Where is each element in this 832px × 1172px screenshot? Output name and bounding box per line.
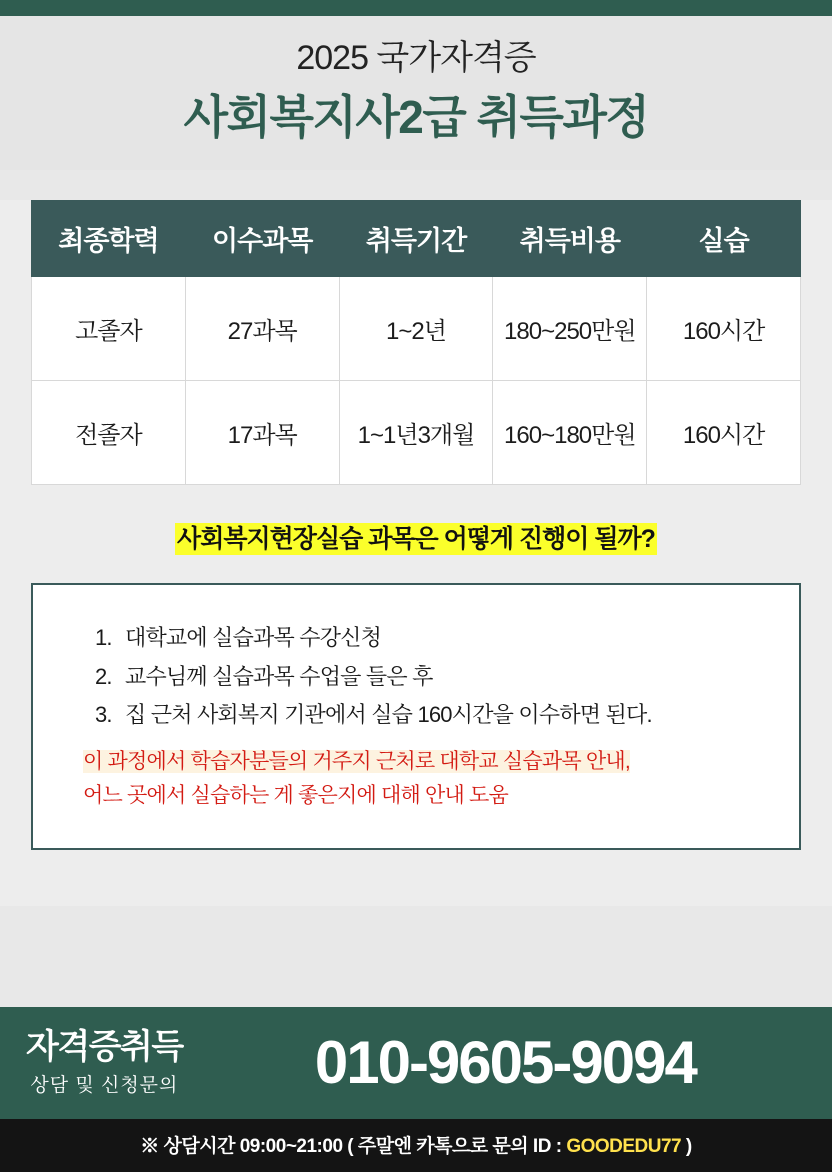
- question-heading: [0, 519, 832, 555]
- footer-label-top: 자격증취득: [26, 1027, 183, 1066]
- table-cell: 1~1년3개월: [339, 381, 493, 485]
- table-column-header: 최종학력: [32, 201, 186, 277]
- process-box: [31, 583, 801, 850]
- footer-contact-bar: [0, 1007, 832, 1119]
- footer-hours-bar: [0, 1119, 832, 1172]
- table-column-header: 이수과목: [185, 201, 339, 277]
- question-highlighted-text: 사회복지현장실습 과목은 어떻게 진행이 될까?: [177, 525, 655, 554]
- footer-hours-suffix: ): [681, 1136, 692, 1157]
- table-cell: 27과목: [185, 277, 339, 381]
- table-cell: 고졸자: [32, 277, 186, 381]
- table-cell: 180~250만원: [493, 277, 647, 381]
- course-info-table: [31, 200, 801, 485]
- table-cell: 전졸자: [32, 381, 186, 485]
- table-cell: 160시간: [647, 381, 801, 485]
- process-step-list: [83, 619, 759, 735]
- table-header-row: [32, 201, 801, 277]
- footer-hours-prefix: ※ 상담시간 09:00~21:00 ( 주말엔 카톡으로 문의 ID :: [140, 1136, 567, 1157]
- content-spacer: [0, 850, 832, 906]
- page-title: 사회복지사2급 취득과정: [183, 91, 649, 144]
- table-row: [32, 277, 801, 381]
- list-item: 2. 교수님께 실습과목 수업을 들은 후: [117, 658, 759, 697]
- poster-content: [0, 200, 832, 906]
- table-cell: 17과목: [185, 381, 339, 485]
- table-cell: 1~2년: [339, 277, 493, 381]
- list-item: 1. 대학교에 실습과목 수강신청: [117, 619, 759, 658]
- footer-contact-label: [26, 1029, 197, 1097]
- header-subtitle: 2025 국가자격증: [296, 39, 536, 77]
- poster-header: [0, 16, 832, 170]
- poster-footer: [0, 1007, 832, 1172]
- top-accent-bar: [0, 0, 832, 16]
- table-cell: 160~180만원: [493, 381, 647, 485]
- kakao-id: GOODEDU77: [566, 1136, 682, 1157]
- phone-number[interactable]: 010-9605-9094: [314, 1029, 696, 1096]
- table-column-header: 취득비용: [493, 201, 647, 277]
- table-cell: 160시간: [647, 277, 801, 381]
- support-note-line1: 이 과정에서 학습자분들의 거주지 근처로 대학교 실습과목 안내,: [83, 749, 630, 773]
- support-note-line2: 어느 곳에서 실습하는 게 좋은지에 대해 안내 도움: [83, 784, 508, 808]
- table-column-header: 취득기간: [339, 201, 493, 277]
- list-item: 3. 집 근처 사회복지 기관에서 실습 160시간을 이수하면 된다.: [117, 696, 759, 735]
- table-column-header: 실습: [647, 201, 801, 277]
- table-row: [32, 381, 801, 485]
- support-note: [83, 745, 759, 814]
- footer-label-bottom: 상담 및 신청문의: [30, 1075, 179, 1097]
